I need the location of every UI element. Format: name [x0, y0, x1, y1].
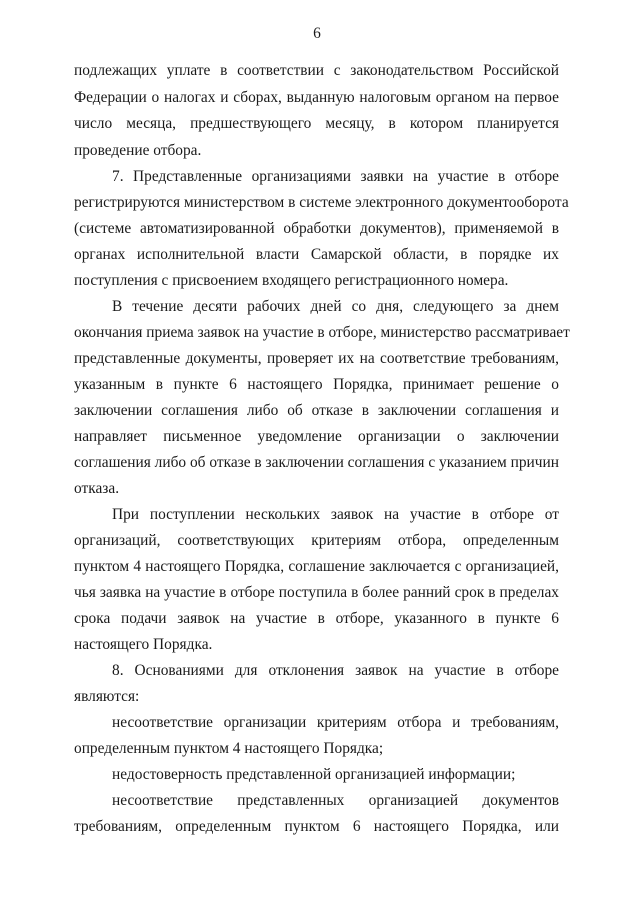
text-line: требованиям, определенным пунктом 6 настоящего Порядка, или	[74, 818, 559, 835]
text-line: окончания приема заявок на участие в отборе, министерство рассматривает	[74, 324, 570, 341]
text-line: срока подачи заявок на участие в отборе, указанного в пункте 6	[74, 610, 559, 627]
text-line: направляет письменное уведомление организации о заключении	[74, 428, 559, 445]
text-line: являются:	[74, 688, 140, 705]
text-line: Федерации о налогах и сборах, выданную налоговым органом на первое	[74, 89, 559, 106]
text-line: указанным в пункте 6 настоящего Порядка, принимает решение о	[74, 376, 559, 393]
text-line: заключении соглашения либо об отказе в заключении соглашения и	[74, 402, 559, 419]
text-line: регистрируются министерством в системе электронного документооборота	[74, 194, 569, 211]
text-line: отказа.	[74, 480, 120, 497]
text-line: В течение десяти рабочих дней со дня, следующего за днем	[112, 298, 559, 315]
text-line: пунктом 4 настоящего Порядка, соглашение заключается с организацией,	[74, 558, 559, 575]
text-line: органах исполнительной власти Самарской области, в порядке их	[74, 246, 559, 263]
text-line: (системе автоматизированной обработки документов), применяемой в	[74, 220, 559, 237]
page-number: 6	[313, 25, 321, 42]
text-line: соглашения либо об отказе в заключении соглашения с указанием причин	[74, 454, 559, 471]
text-line: проведение отбора.	[74, 142, 202, 159]
text-line: 8. Основаниями для отклонения заявок на участие в отборе	[112, 662, 559, 679]
text-line: подлежащих уплате в соответствии с законодательством Российской	[74, 62, 559, 79]
text-line: число месяца, предшествующего месяцу, в котором планируется	[74, 115, 559, 132]
text-line: представленные документы, проверяет их на соответствие требованиям,	[74, 350, 559, 367]
text-line: определенным пунктом 4 настоящего Порядка;	[74, 740, 384, 757]
text-line: несоответствие организации критериям отбора и требованиям,	[112, 714, 559, 731]
text-line: несоответствие представленных организацией документов	[112, 792, 559, 809]
text-line: недостоверность представленной организацией информации;	[112, 766, 516, 783]
text-line: чья заявка на участие в отборе поступила в более ранний срок в пределах	[74, 584, 559, 601]
text-line: При поступлении нескольких заявок на участие в отборе от	[112, 506, 559, 523]
text-line: 7. Представленные организациями заявки на участие в отборе	[112, 168, 559, 185]
text-line: организаций, соответствующих критериям отбора, определенным	[74, 532, 559, 549]
text-line: поступления с присвоением входящего регистрационного номера.	[74, 272, 509, 289]
text-line: настоящего Порядка.	[74, 636, 213, 653]
